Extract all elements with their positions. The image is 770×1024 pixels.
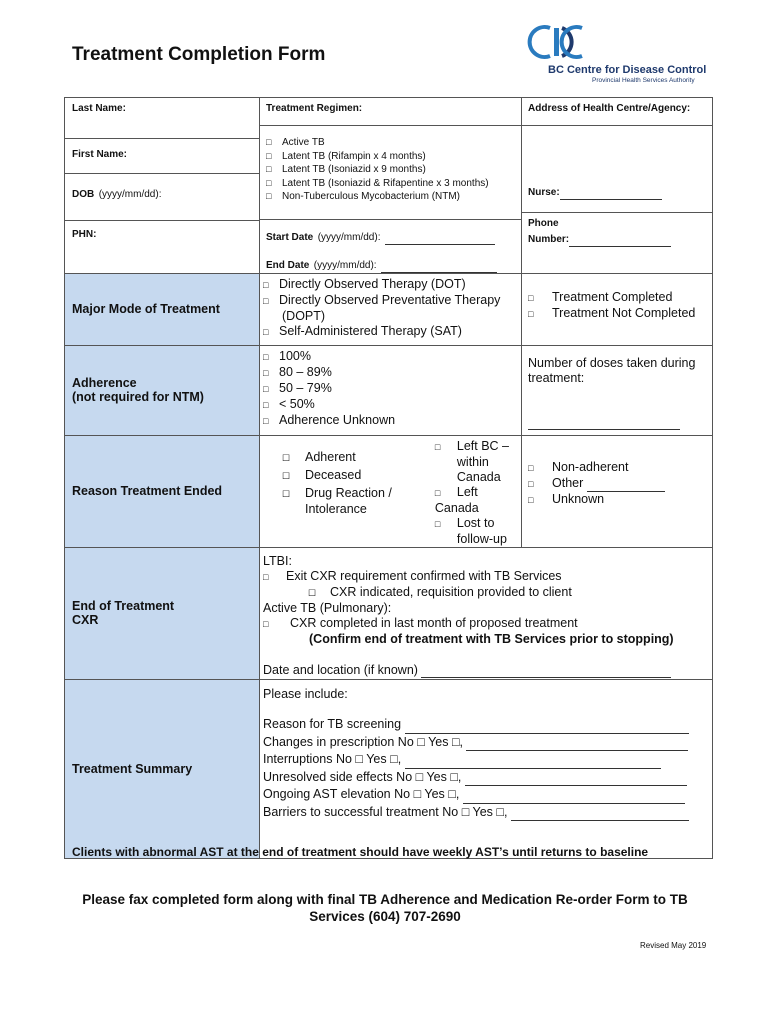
summary-cell: [260, 679, 713, 858]
start-date-field[interactable]: [385, 244, 495, 245]
adherence-option[interactable]: □ 50 – 79%: [263, 380, 332, 395]
doses-cell: [522, 345, 713, 435]
reason-deceased[interactable]: ☐ Deceased: [282, 467, 362, 482]
ast-note: Clients with abnormal AST at the end of treatment should have weekly AST’s until returns to baseline: [72, 845, 649, 859]
checkbox-icon[interactable]: □: [266, 137, 272, 147]
end-date-field[interactable]: [381, 272, 497, 273]
treatment-completed-option[interactable]: □ Treatment Completed: [528, 289, 673, 304]
checkbox-icon[interactable]: □: [448, 787, 456, 802]
dob-label[interactable]: DOB: [72, 189, 95, 200]
summary-item-row: Barriers to successful treatment No □ Yes □,: [263, 804, 712, 822]
cxr-completed-option[interactable]: □ CXR completed in last month of proposed treatment: [263, 615, 578, 630]
reason-other[interactable]: □ Other: [528, 476, 712, 492]
reason-non-adherent[interactable]: □ Non-adherent: [528, 459, 629, 474]
phone-label: Phone: [528, 218, 559, 229]
start-date-label: Start Date: [266, 231, 314, 243]
summary-item-row: Ongoing AST elevation No □ Yes □,: [263, 786, 712, 804]
adherence-options: [260, 345, 522, 435]
adherence-option[interactable]: □ < 50%: [263, 396, 315, 411]
logo-authority: Provincial Health Services Authority: [592, 77, 695, 84]
adherence-option[interactable]: □ 100%: [263, 348, 311, 363]
phone-field[interactable]: [569, 246, 671, 247]
fax-instructions: Please fax completed form along with final TB Adherence and Medication Re-order Form to TB Services (604) 707-2690: [82, 892, 688, 924]
mode-options: □ Directly Observed Therapy (DOT) □ Directly Observed Preventative Therapy (DOPT) □ Self-Administered Therapy (SAT): [260, 273, 522, 345]
doses-field[interactable]: [528, 429, 680, 430]
summary-item-row: Changes in prescription No □ Yes □,: [263, 734, 712, 752]
mode-option-dot[interactable]: □ Directly Observed Therapy (DOT): [263, 276, 466, 291]
reason-adherent[interactable]: ☐ Adherent: [282, 449, 356, 464]
checkbox-icon[interactable]: □: [415, 769, 424, 784]
checkbox-icon[interactable]: □: [266, 191, 272, 202]
summary-item-row: Interruptions No □ Yes □,: [263, 751, 712, 769]
agency-cell: Address of Health Centre/Agency: Nurse: Phone Number:: [522, 98, 713, 274]
cxr-cell: [260, 547, 713, 679]
reason-unknown[interactable]: □ Unknown: [528, 491, 605, 506]
active-tb-heading: Active TB (Pulmonary):: [263, 600, 392, 615]
address-title: Address of Health Centre/Agency:: [528, 103, 691, 114]
mode-option-dopt[interactable]: □ Directly Observed Preventative Therapy: [263, 292, 501, 307]
nurse-label: Nurse:: [528, 187, 560, 198]
last-name-label[interactable]: Last Name:: [72, 103, 126, 114]
doses-label: Number of doses taken during treatment:: [528, 355, 696, 385]
adherence-option[interactable]: □ Adherence Unknown: [263, 412, 396, 427]
completion-status: [522, 273, 713, 345]
ltbi-heading: LTBI:: [263, 553, 292, 568]
mode-label: Major Mode of Treatment: [65, 273, 260, 345]
regimen-option[interactable]: □ Non-Tuberculous Mycobacterium (NTM): [266, 191, 461, 203]
reason-drug-reaction[interactable]: ☐ Drug Reaction /: [282, 485, 392, 500]
please-include: Please include:: [263, 686, 348, 701]
checkbox-icon[interactable]: □: [417, 734, 425, 749]
dob-format: (yyyy/mm/dd):: [98, 189, 162, 200]
logo-org-name: BC Centre for Disease Control: [548, 64, 707, 76]
checkbox-icon[interactable]: □: [355, 752, 363, 767]
checkbox-icon[interactable]: □: [450, 769, 458, 784]
checkbox-icon[interactable]: □: [496, 804, 504, 819]
exit-cxr-option[interactable]: □ Exit CXR requirement confirmed with TB Services: [263, 568, 562, 583]
cxr-indicated-option[interactable]: ☐ CXR indicated, requisition provided to client: [308, 584, 572, 599]
regimen-cell: Treatment Regimen: □ Active TB □ Latent TB (Rifampin x 4 months) □ Latent TB (Isoniazid x 9 months) □ Latent TB (Isoniazid & Rifapentine x 3 months) □ Non-Tuberculous Mycobacterium (NTM) Start Date (yyyy/mm/dd): End Date (yyyy/mm/dd):: [260, 98, 522, 274]
checkbox-icon[interactable]: □: [413, 787, 422, 802]
phn-label[interactable]: PHN:: [72, 229, 97, 240]
checkbox-icon[interactable]: □: [266, 164, 272, 175]
adherence-label: Adherence (not required for NTM): [65, 345, 260, 435]
checkbox-icon[interactable]: □: [266, 177, 272, 188]
date-location-field[interactable]: [421, 677, 671, 678]
form-title: Treatment Completion Form: [72, 44, 326, 65]
screening-row: Reason for TB screening: [263, 716, 712, 734]
revised-date: Revised May 2019: [640, 941, 707, 950]
regimen-option[interactable]: □ Latent TB (Rifampin x 4 months): [266, 150, 426, 162]
adherence-option[interactable]: □ 80 – 89%: [263, 364, 332, 379]
reason-label: Reason Treatment Ended: [65, 435, 260, 547]
nurse-field[interactable]: [560, 199, 662, 200]
patient-info-cell: [65, 98, 260, 274]
cxr-label: End of Treatment CXR: [65, 547, 260, 679]
form-table: [64, 97, 713, 859]
checkbox-icon[interactable]: □: [451, 734, 460, 749]
reason-left-bc[interactable]: □ Left BC –: [434, 438, 510, 453]
mode-option-sat[interactable]: □ Self-Administered Therapy (SAT): [263, 323, 462, 338]
checkbox-icon[interactable]: □: [461, 804, 470, 819]
regimen-option[interactable]: □ Latent TB (Isoniazid & Rifapentine x 3 months): [266, 177, 489, 189]
cxr-confirm-note: (Confirm end of treatment with TB Services prior to stopping): [309, 631, 674, 646]
reason-left-canada[interactable]: □ Left Canada: [434, 484, 479, 515]
summary-item-row: Unresolved side effects No □ Yes □,: [263, 769, 712, 787]
reason-lost-to-followup[interactable]: □ Lost to: [434, 515, 495, 530]
end-date-label: End Date: [266, 259, 310, 271]
checkbox-icon[interactable]: □: [266, 150, 272, 161]
regimen-title: Treatment Regimen:: [266, 103, 363, 114]
reason-options: ☐ Adherent ☐ Deceased ☐ Drug Reaction / Intolerance □ Left BC – within Canada □ Left Canada □ Lost to follow-up: [260, 435, 522, 547]
summary-label: Treatment Summary: [65, 679, 260, 858]
date-location-row: Date and location (if known): [263, 663, 712, 678]
regimen-option[interactable]: □ Active TB: [266, 137, 325, 148]
regimen-option[interactable]: □ Latent TB (Isoniazid x 9 months): [266, 164, 426, 176]
treatment-not-completed-option[interactable]: □ Treatment Not Completed: [528, 305, 696, 320]
first-name-label[interactable]: First Name:: [72, 149, 128, 160]
reason-options-2: [522, 435, 713, 547]
checkbox-icon[interactable]: □: [390, 752, 398, 767]
